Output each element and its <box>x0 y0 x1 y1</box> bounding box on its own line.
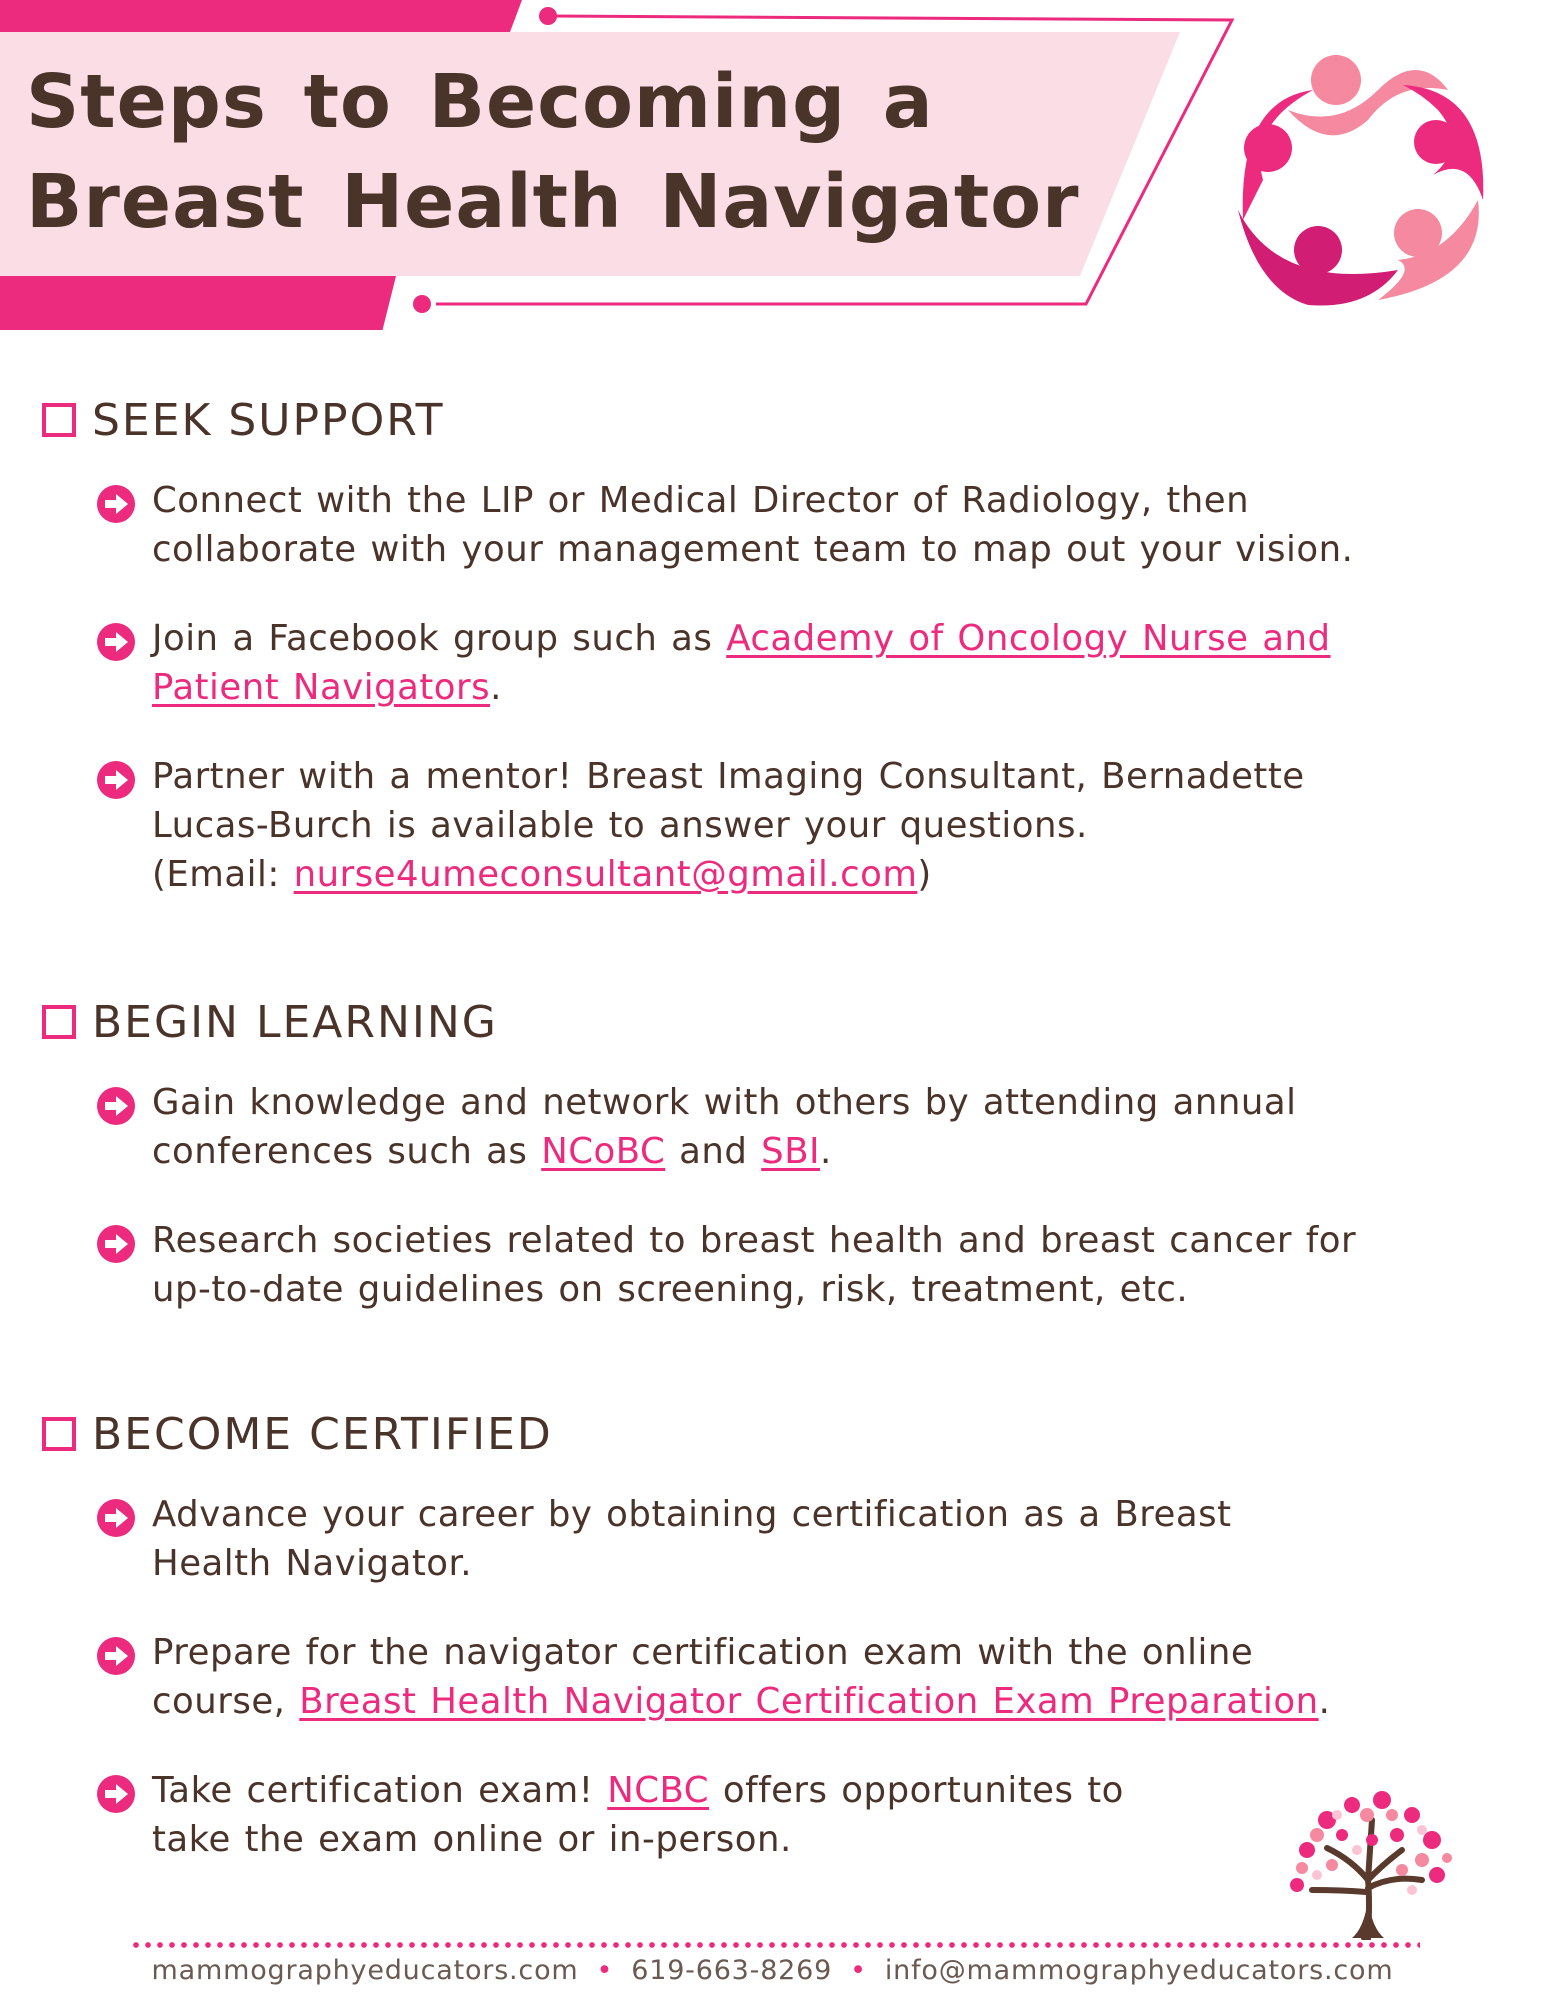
banner-top-dot <box>539 7 557 25</box>
arrow-right-circle-icon <box>96 760 136 800</box>
item-text: course, <box>152 1681 300 1722</box>
arrow-right-circle-icon <box>96 622 136 662</box>
page-title-line-2: Breast Health Navigator <box>26 159 1080 245</box>
aonn-facebook-link[interactable]: Academy of Oncology Nurse and <box>726 618 1331 659</box>
aonn-facebook-link-continued[interactable]: Patient Navigators <box>152 667 491 708</box>
arrow-right-circle-icon <box>96 1636 136 1676</box>
exam-prep-course-link[interactable]: Breast Health Navigator Certification Exam Preparation <box>299 1681 1319 1722</box>
banner-top-accent-bar <box>0 0 522 32</box>
footer-email-link[interactable]: info@mammographyeducators.com <box>884 1954 1394 1986</box>
item-text: Take certification exam! <box>152 1770 608 1811</box>
item-text: . <box>1318 1681 1331 1722</box>
item-line: Health Navigator. <box>152 1543 473 1584</box>
item-line: collaborate with your management team to map out your vision. <box>152 529 1354 570</box>
item-text: conferences such as <box>152 1131 542 1172</box>
item-line: Lucas-Burch is available to answer your questions. <box>152 805 1088 846</box>
item-text: . <box>820 1131 832 1172</box>
item-line: Connect with the LIP or Medical Director of Radiology, then <box>152 480 1250 521</box>
item-text: (Email: <box>152 854 294 895</box>
checkbox-begin-learning[interactable] <box>42 1005 76 1039</box>
item-text: offers opportunites to <box>709 1770 1124 1811</box>
arrow-right-circle-icon <box>96 1086 136 1126</box>
section-heading <box>42 394 444 446</box>
item-text: and <box>665 1131 762 1172</box>
footer-website-link[interactable]: mammographyeducators.com <box>151 1954 579 1986</box>
checkbox-seek-support[interactable] <box>42 403 76 437</box>
section-title: SEEK SUPPORT <box>92 394 445 446</box>
arrow-right-circle-icon <box>96 484 136 524</box>
section-heading <box>42 996 498 1048</box>
page-title-line-1: Steps to Becoming a <box>26 59 934 145</box>
ncbc-link[interactable]: NCBC <box>607 1770 710 1811</box>
arrow-right-circle-icon <box>96 1498 136 1538</box>
item-line: Partner with a mentor! Breast Imaging Consultant, Bernadette <box>152 756 1305 797</box>
pink-tree-icon <box>1272 1780 1462 1940</box>
section-title: BEGIN LEARNING <box>92 996 498 1048</box>
footer-separator: • <box>596 1954 614 1986</box>
item-line: Research societies related to breast health and breast cancer for <box>152 1220 1357 1261</box>
item-line: Advance your career by obtaining certification as a Breast <box>152 1494 1232 1535</box>
ncobc-link[interactable]: NCoBC <box>541 1131 666 1172</box>
banner-bottom-accent-bar <box>0 276 396 330</box>
mentor-email-link[interactable]: nurse4umeconsultant@gmail.com <box>293 854 918 895</box>
banner-bottom-dot <box>413 295 431 313</box>
arrow-right-circle-icon <box>96 1774 136 1814</box>
item-line: up-to-date guidelines on screening, risk, treatment, etc. <box>152 1269 1189 1310</box>
item-text: . <box>490 667 502 708</box>
item-line: Prepare for the navigator certification exam with the online <box>152 1632 1254 1673</box>
sbi-link[interactable]: SBI <box>761 1131 821 1172</box>
people-circle-logo-icon <box>1218 50 1518 320</box>
page-title <box>26 52 1080 252</box>
item-line: take the exam online or in-person. <box>152 1819 792 1860</box>
footer-dotted-divider <box>130 1942 1420 1948</box>
section-title: BECOME CERTIFIED <box>92 1408 553 1460</box>
item-text: ) <box>917 854 932 895</box>
checkbox-become-certified[interactable] <box>42 1417 76 1451</box>
item-line: Gain knowledge and network with others by attending annual <box>152 1082 1297 1123</box>
footer-phone[interactable]: 619-663-8269 <box>631 1954 833 1986</box>
arrow-right-circle-icon <box>96 1224 136 1264</box>
footer-separator: • <box>850 1954 867 1986</box>
footer <box>0 1950 1545 1990</box>
item-text: Join a Facebook group such as <box>152 618 727 659</box>
section-heading <box>42 1408 553 1460</box>
